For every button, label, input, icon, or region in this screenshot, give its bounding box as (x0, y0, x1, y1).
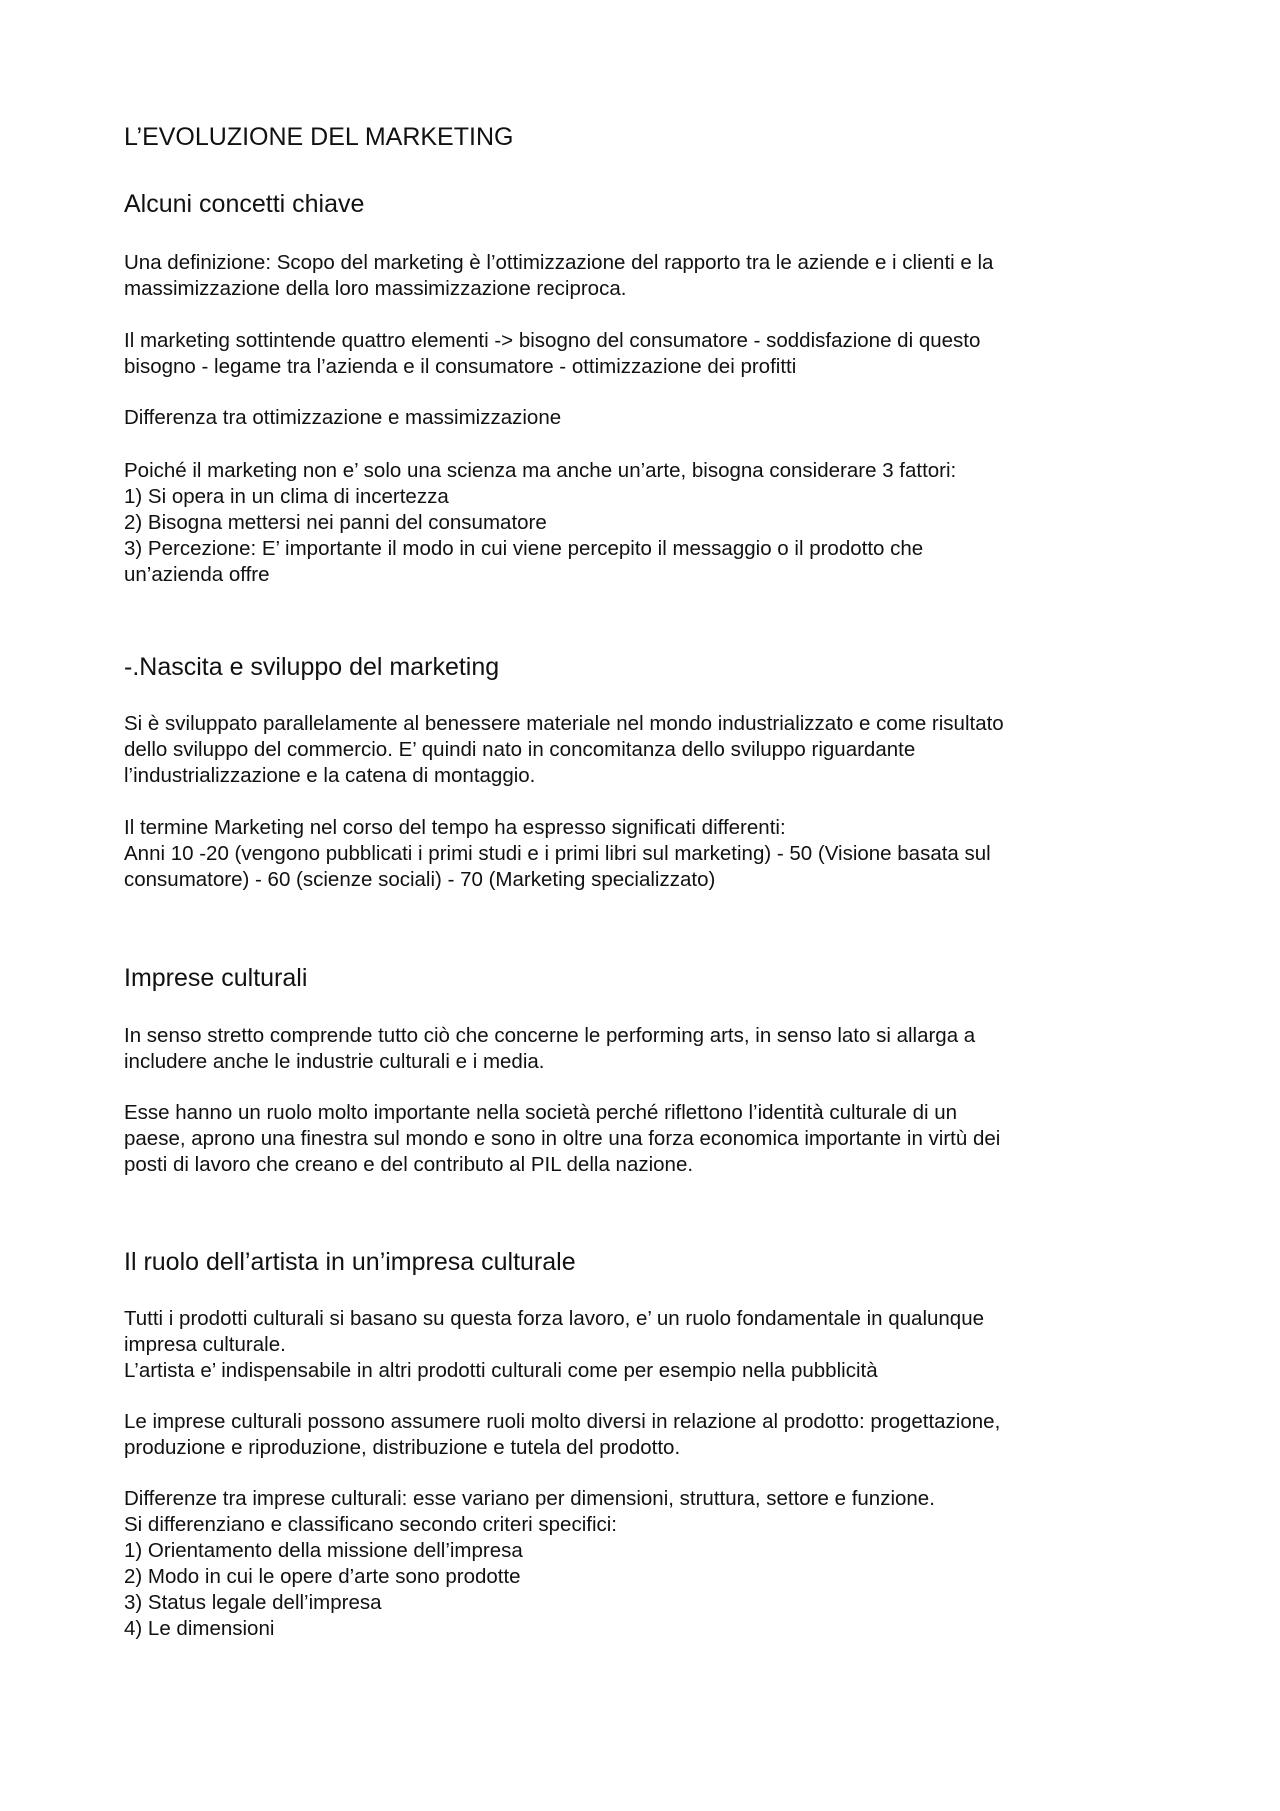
list-item: 1) Orientamento della missione dell’impresa (124, 1539, 523, 1562)
text-line: Il termine Marketing nel corso del tempo ha espresso significati differenti: (124, 816, 786, 839)
document-title: L’EVOLUZIONE DEL MARKETING (124, 123, 514, 151)
text-line: Esse hanno un ruolo molto importante nella società perché riflettono l’identità culturale di un (124, 1101, 958, 1124)
section-heading-imprese: Imprese culturali (124, 964, 308, 992)
paragraph-sviluppo (124, 711, 1164, 789)
section-heading-nascita: -.Nascita e sviluppo del marketing (124, 653, 500, 681)
list-item: 1) Si opera in un clima di incertezza (124, 485, 449, 508)
text-line: posti di lavoro che creano e del contributo al PIL della nazione. (124, 1153, 694, 1176)
paragraph-termine (124, 815, 1164, 893)
paragraph-fattori (124, 458, 1164, 588)
text-line: Poiché il marketing non e’ solo una scienza ma anche un’arte, bisogna considerare 3 fattori: (124, 459, 957, 482)
text-line: Tutti i prodotti culturali si basano su questa forza lavoro, e’ un ruolo fondamentale in qualunque (124, 1307, 985, 1330)
paragraph-differenze (124, 1486, 1164, 1642)
text-line: un’azienda offre (124, 563, 270, 586)
text-line: Differenze tra imprese culturali: esse variano per dimensioni, struttura, settore e funzione. (124, 1487, 935, 1510)
section-heading-artista: Il ruolo dell’artista in un’impresa culturale (124, 1248, 576, 1276)
text-line: produzione e riproduzione, distribuzione e tutela del prodotto. (124, 1436, 681, 1459)
text-line: paese, aprono una finestra sul mondo e sono in oltre una forza economica importante in virtù dei (124, 1127, 1001, 1150)
list-item: 3) Status legale dell’impresa (124, 1591, 382, 1614)
text-line: Anni 10 -20 (vengono pubblicati i primi studi e i primi libri sul marketing) - 50 (Visione basata sul (124, 842, 991, 865)
paragraph-differenza (124, 405, 1164, 431)
text-line: Una definizione: Scopo del marketing è l’ottimizzazione del rapporto tra le aziende e i clienti e la (124, 251, 994, 274)
paragraph-definizione (124, 250, 1164, 302)
text-line: Si differenziano e classificano secondo criteri specifici: (124, 1513, 618, 1536)
paragraph-forza-lavoro (124, 1306, 1164, 1384)
text-line: consumatore) - 60 (scienze sociali) - 70 (Marketing specializzato) (124, 868, 716, 891)
text-line: Si è sviluppato parallelamente al benessere materiale nel mondo industrializzato e come risultato (124, 712, 1004, 735)
text-line: massimizzazione della loro massimizzazione reciproca. (124, 277, 627, 300)
list-item: 3) Percezione: E’ importante il modo in cui viene percepito il messaggio o il prodotto che (124, 537, 924, 560)
text-line: L’artista e’ indispensabile in altri prodotti culturali come per esempio nella pubblicità (124, 1359, 878, 1382)
text-line: dello sviluppo del commercio. E’ quindi nato in concomitanza dello sviluppo riguardante (124, 738, 916, 761)
list-item: 2) Modo in cui le opere d’arte sono prodotte (124, 1565, 521, 1588)
list-item: 2) Bisogna mettersi nei panni del consumatore (124, 511, 547, 534)
text-line: Il marketing sottintende quattro elementi -> bisogno del consumatore - soddisfazione di questo (124, 329, 981, 352)
text-line: In senso stretto comprende tutto ciò che concerne le performing arts, in senso lato si allarga a (124, 1024, 976, 1047)
paragraph-ruolo-societa (124, 1100, 1164, 1178)
text-line: includere anche le industrie culturali e i media. (124, 1050, 545, 1073)
text-line: Differenza tra ottimizzazione e massimizzazione (124, 406, 562, 429)
text-line: impresa culturale. (124, 1333, 286, 1356)
paragraph-elementi (124, 328, 1164, 380)
list-item: 4) Le dimensioni (124, 1617, 275, 1640)
paragraph-ruoli-prodotto (124, 1409, 1164, 1461)
paragraph-senso (124, 1023, 1164, 1075)
text-line: Le imprese culturali possono assumere ruoli molto diversi in relazione al prodotto: progettazione, (124, 1410, 1001, 1433)
text-line: l’industrializzazione e la catena di montaggio. (124, 764, 536, 787)
text-line: bisogno - legame tra l’azienda e il consumatore - ottimizzazione dei profitti (124, 355, 797, 378)
section-heading-concetti: Alcuni concetti chiave (124, 190, 365, 218)
